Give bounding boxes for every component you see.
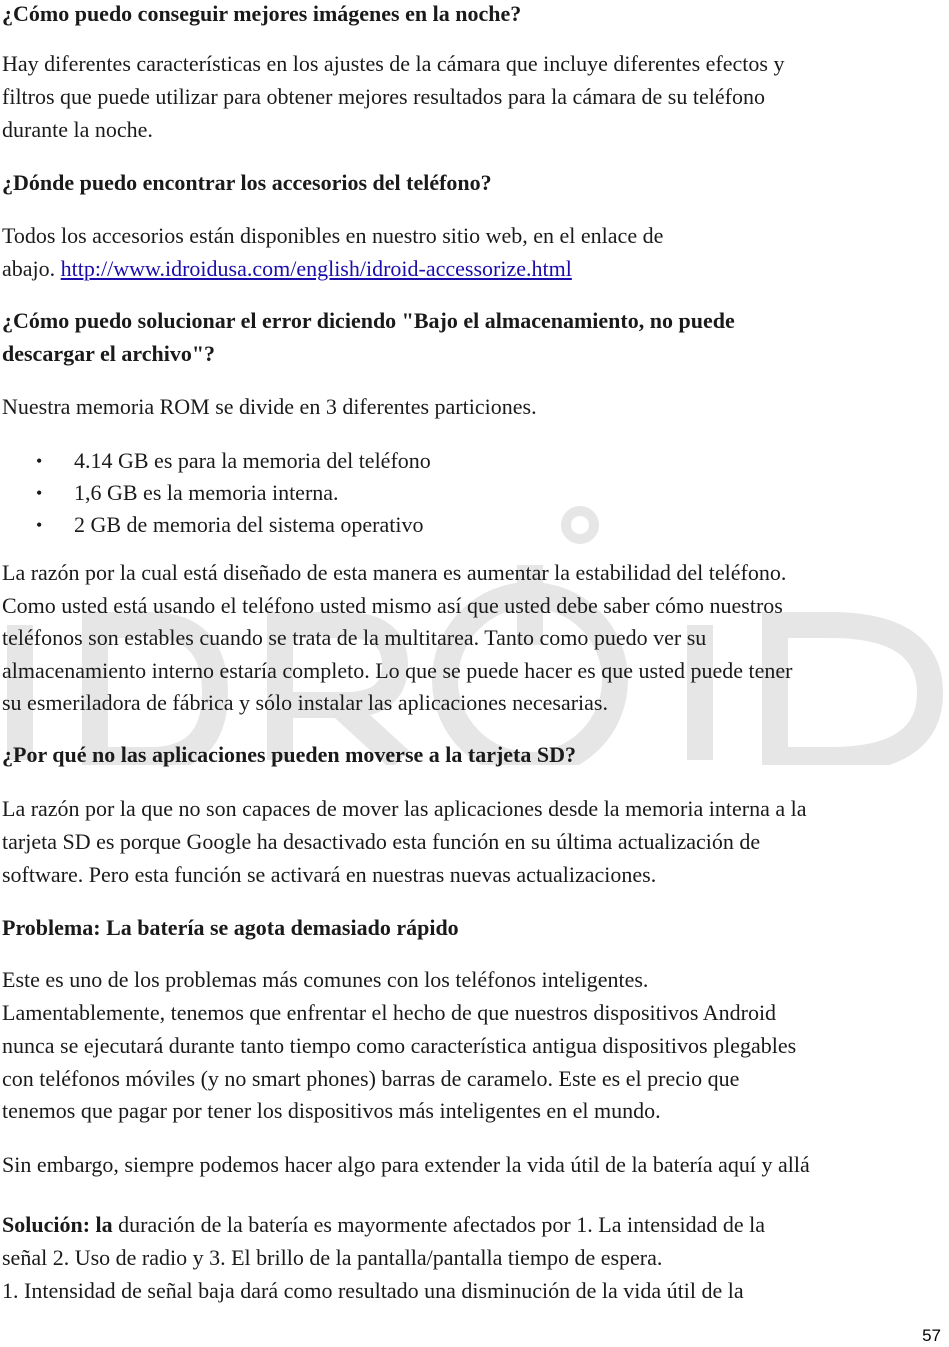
paragraph-line: software. Pero esta función se activará en nuestras nuevas actualizaciones. xyxy=(2,862,657,887)
list-item: 4.14 GB es para la memoria del teléfono xyxy=(74,448,431,473)
paragraph-line: La razón por la cual está diseñado de esta manera es aumentar la estabilidad del teléfono. xyxy=(2,560,787,585)
paragraph-line: filtros que puede utilizar para obtener mejores resultados para la cámara de su teléfono xyxy=(2,84,765,109)
heading-night-photos: ¿Cómo puedo conseguir mejores imágenes en la noche? xyxy=(2,1,522,26)
heading-sd-card: ¿Por qué no las aplicaciones pueden moverse a la tarjeta SD? xyxy=(2,742,577,767)
paragraph-line: Todos los accesorios están disponibles en nuestro sitio web, en el enlace de xyxy=(2,223,664,248)
paragraph-line: tenemos que pagar por tener los dispositivos más inteligentes en el mundo. xyxy=(2,1098,661,1123)
paragraph-line: durante la noche. xyxy=(2,117,153,142)
heading-accessories: ¿Dónde puedo encontrar los accesorios del teléfono? xyxy=(2,170,492,195)
paragraph-line: nunca se ejecutará durante tanto tiempo como característica antigua dispositivos plegables xyxy=(2,1033,797,1058)
paragraph-line: tarjeta SD es porque Google ha desactivado esta función en su última actualización de xyxy=(2,829,761,854)
heading-battery: Problema: La batería se agota demasiado rápido xyxy=(2,915,459,940)
paragraph-line: Este es uno de los problemas más comunes con los teléfonos inteligentes. xyxy=(2,967,649,992)
accessories-link[interactable]: http://www.idroidusa.com/english/idroid-accessorize.html xyxy=(60,256,572,281)
paragraph-line: su esmeriladora de fábrica y sólo instalar las aplicaciones necesarias. xyxy=(2,690,608,715)
solution-label: Solución: la xyxy=(2,1212,113,1237)
bullet-glyph: • xyxy=(36,515,43,535)
paragraph-line: con teléfonos móviles (y no smart phones) barras de caramelo. Este es el precio que xyxy=(2,1066,740,1091)
paragraph-line: Nuestra memoria ROM se divide en 3 diferentes particiones. xyxy=(2,394,537,419)
paragraph-line: Como usted está usando el teléfono usted mismo así que usted debe saber cómo nuestros xyxy=(2,593,783,618)
heading-low-storage: ¿Cómo puedo solucionar el error diciendo "Bajo el almacenamiento, no puede xyxy=(2,308,735,333)
bullet-glyph: • xyxy=(36,451,43,471)
solution-line xyxy=(2,1211,765,1239)
solution-text: duración de la batería es mayormente afectados por 1. La intensidad de la xyxy=(112,1212,766,1237)
paragraph-line: Lamentablemente, tenemos que enfrentar el hecho de que nuestros dispositivos Android xyxy=(2,1000,777,1025)
paragraph-line-with-link xyxy=(2,255,572,283)
bullet-glyph: • xyxy=(36,483,43,503)
paragraph-line: teléfonos son estables cuando se trata de la multitarea. Tanto como puedo ver su xyxy=(2,625,707,650)
heading-low-storage-cont: descargar el archivo"? xyxy=(2,341,216,366)
page-number: 57 xyxy=(922,1326,941,1345)
paragraph-line: almacenamiento interno estaría completo. Lo que se puede hacer es que usted puede tener xyxy=(2,658,793,683)
paragraph-line: señal 2. Uso de radio y 3. El brillo de la pantalla/pantalla tiempo de espera. xyxy=(2,1245,663,1270)
link-prefix: abajo. xyxy=(2,256,56,281)
paragraph-line: La razón por la que no son capaces de mover las aplicaciones desde la memoria interna a la xyxy=(2,796,807,821)
paragraph-line: Hay diferentes características en los ajustes de la cámara que incluye diferentes efectos y xyxy=(2,51,785,76)
list-item: 1,6 GB es la memoria interna. xyxy=(74,480,339,505)
paragraph-line: Sin embargo, siempre podemos hacer algo para extender la vida útil de la batería aquí y allá xyxy=(2,1152,810,1177)
list-item: 2 GB de memoria del sistema operativo xyxy=(74,512,424,537)
paragraph-line: 1. Intensidad de señal baja dará como resultado una disminución de la vida útil de la xyxy=(2,1278,744,1303)
